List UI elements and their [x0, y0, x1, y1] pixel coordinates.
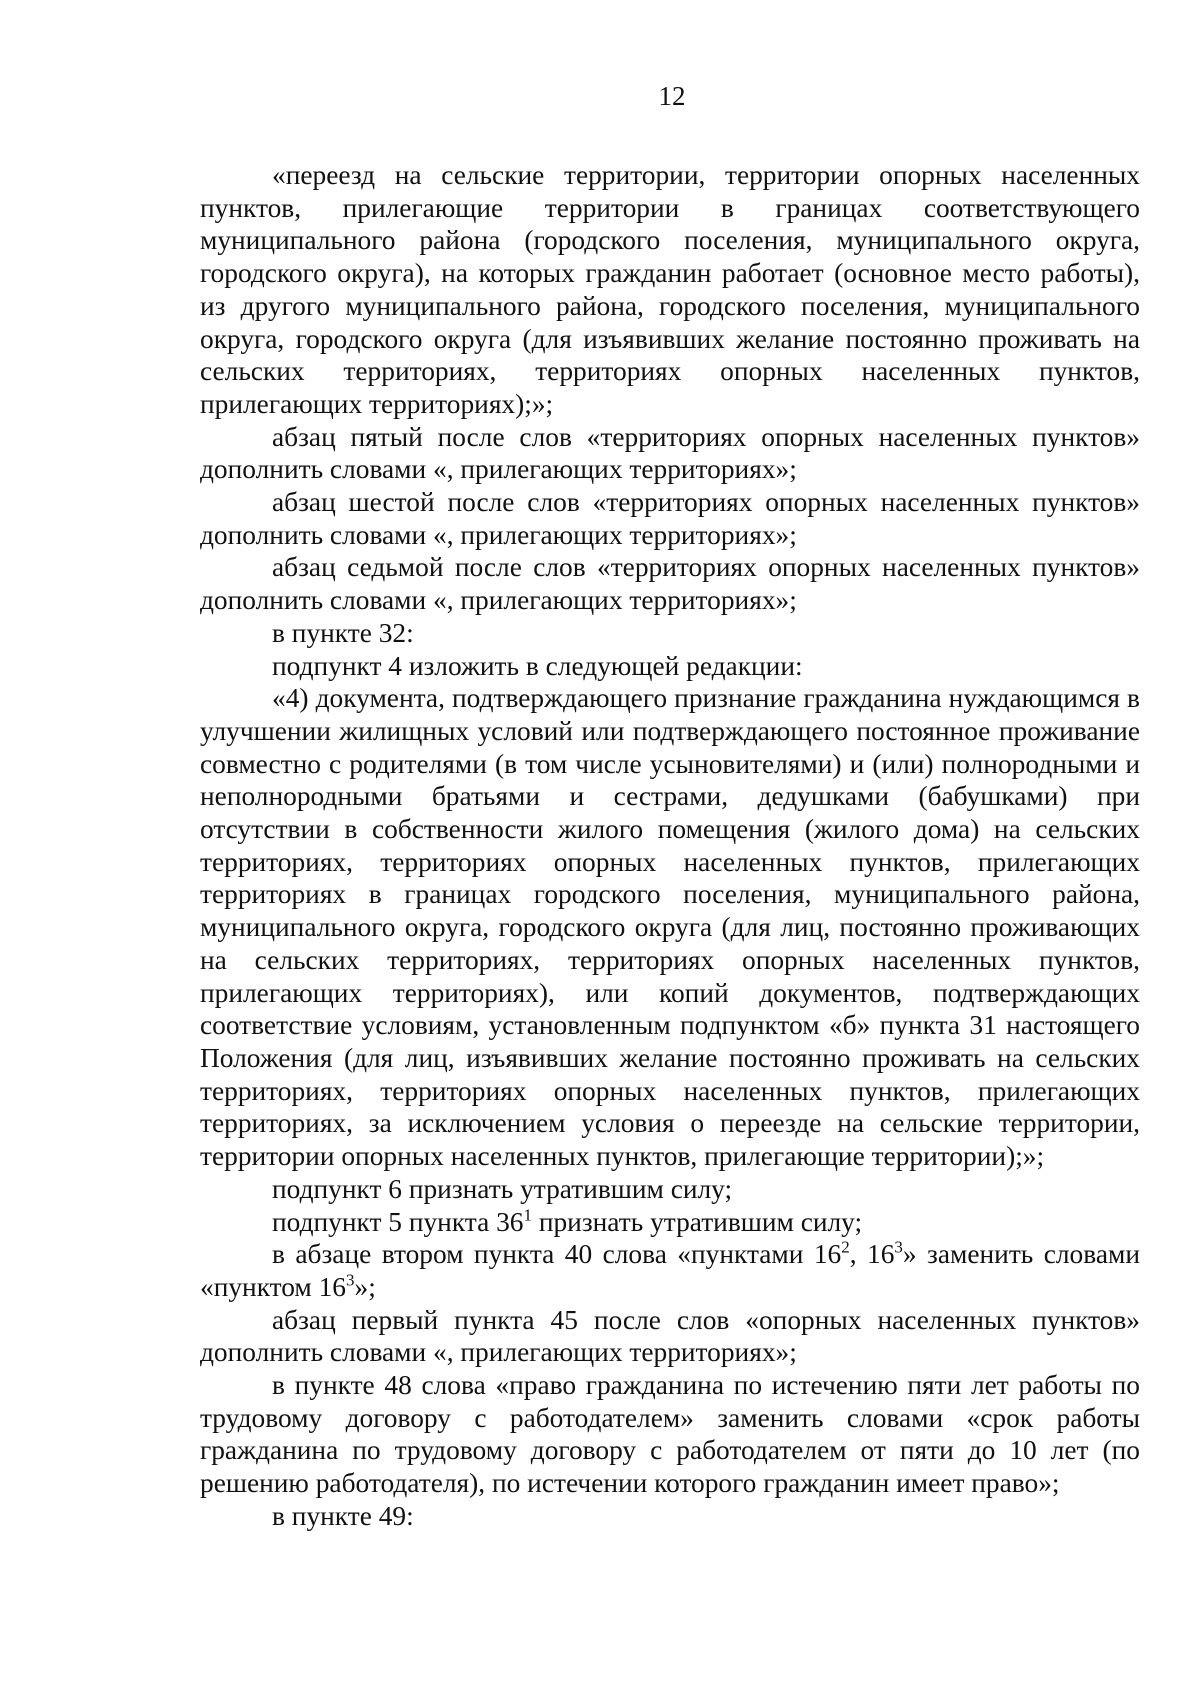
superscript: 1	[523, 1204, 532, 1224]
paragraph-with-superscript	[200, 1238, 1140, 1303]
text-run: признать утратившим силу;	[531, 1206, 863, 1237]
text-run: в абзаце втором пункта 40 слова «пунктами 16	[272, 1239, 842, 1270]
paragraph: «переезд на сельские территории, территории опорных населенных пунктов, прилегающие территории в границах соответствующего муниципального района (городского поселения, муниципального округа, городского округа), на которых гражданин работает (основное место работы), из другого муниципального района, городского поселения, муниципального округа, городского округа (для изъявивших желание постоянно проживать на сельских территориях, территориях опорных населенных пунктов, прилегающих территориях);»;	[200, 160, 1140, 419]
paragraph: в пункте 32:	[272, 617, 414, 648]
paragraph: в пункте 48 слова «право гражданина по истечению пяти лет работы по трудовому договору с работодателем» заменить словами «срок работы гражданина по трудовому договору с работодателем от пяти до 10 лет (по решению работодателя), по истечении которого гражданин имеет право»;	[200, 1370, 1140, 1499]
paragraph: абзац седьмой после слов «территориях опорных населенных пунктов» дополнить словами «, прилегающих территориях»;	[200, 552, 1140, 616]
superscript: 2	[841, 1237, 850, 1257]
paragraph: абзац шестой после слов «территориях опорных населенных пунктов» дополнить словами «, прилегающих территориях»;	[200, 487, 1140, 550]
paragraph: подпункт 4 изложить в следующей редакции:	[272, 650, 803, 681]
superscript: 3	[346, 1270, 355, 1290]
text-run: » заменить словами «пунктом 16	[200, 1239, 1140, 1302]
paragraph: «4) документа, подтверждающего признание гражданина нуждающимся в улучшении жилищных условий или подтверждающего постоянное проживание совместно с родителями (в том числе усыновителями) и (или) полнородными и неполнородными братьями и сестрами, дедушками (бабушками) при отсутствии в собственности жилого помещения (жилого дома) на сельских территориях, территориях опорных населенных пунктов, прилегающих территориях в границах городского поселения, муниципального района, муниципального округа, городского округа (для лиц, постоянно проживающих на сельских территориях, территориях опорных населенных пунктов, прилегающих территориях), или копий документов, подтверждающих соответствие условиям, установленным подпунктом «б» пункта 31 настоящего Положения (для лиц, изъявивших желание постоянно проживать на сельских территориях, территориях опорных населенных пунктов, прилегающих территориях, за исключением условия о переезде на сельские территории, территории опорных населенных пунктов, прилегающие территории);»;	[200, 683, 1140, 1172]
paragraph: в пункте 49:	[272, 1500, 414, 1531]
paragraph: абзац первый пункта 45 после слов «опорных населенных пунктов» дополнить словами «, прилегающих территориях»;	[200, 1304, 1140, 1368]
paragraph-with-superscript	[200, 1206, 1140, 1239]
text-run: подпункт 5 пункта 36	[272, 1206, 524, 1237]
superscript: 3	[894, 1237, 903, 1257]
paragraph: подпункт 6 признать утратившим силу;	[272, 1173, 733, 1204]
document-body	[200, 159, 1140, 1533]
paragraph: абзац пятый после слов «территориях опорных населенных пунктов» дополнить словами «, прилегающих территориях»;	[200, 421, 1140, 485]
text-run: , 16	[849, 1239, 895, 1270]
page-number: 12	[658, 81, 686, 111]
text-run: »;	[354, 1271, 376, 1302]
